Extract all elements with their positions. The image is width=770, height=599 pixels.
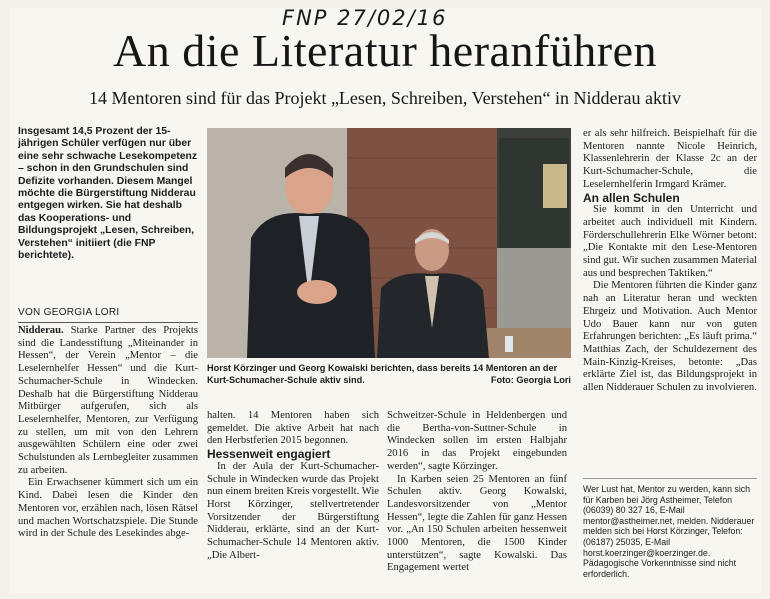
subhead-hessenweit: Hessenweit engagiert: [207, 447, 331, 462]
column-3-paragraph-2: In Karben seien 25 Mentoren an fünf Schulen aktiv. Georg Kowalski, Landesvorsitzender von „Mentor Hessen“, legte die Zahlen für ganz Hessen vor. „An 150 Schulen arbeiten hessenweit 1000 Mentoren, die 1500 Kinder unterstützen“, sagte Kowalski. Das Engagement wertet: [387, 473, 567, 574]
photo-caption: [207, 362, 571, 386]
column-4-paragraph-1: er als sehr hilfreich. Beispielhaft für die Mentoren nannte Nicole Heinrich, Klassenlehrerin der Klasse 2c an der Kurt-Schumacher-Schule, die Leselernhelferin Irmgard Krämer.: [583, 128, 757, 190]
article-column-3: [387, 410, 567, 575]
column-4-paragraph-2: Sie kommt in den Unterricht und arbeitet auch individuell mit Kindern. Förderschullehrerin Elke Wörner betont: „Die Kontakte mit den Lese-Mentoren sind gut. Wir suchen zusammen Material aus und besprechen Taktiken.“: [583, 204, 757, 279]
column-1-text-1: Starke Partner des Projekts sind die Landesstiftung „Miteinander in Hessen“, der Verein „Mentor – die Leselernhelfer Hessen“ und die Kurt-Schumacher-Schule in Windecken. Deshalb hat die Bürgerstiftung Nidderau Mitbürger aufgerufen, sich als Leselernhelfer, Mentoren, zur Verfügung zu stellen, um mit von den Lehrern ausgewählten Schülern eine oder zwei Schulstunden als Lernbegleiter zusammen zu arbeiten.: [18, 325, 198, 476]
dateline: Nidderau.: [18, 325, 64, 336]
subhead-an-allen-schulen: An allen Schulen: [583, 190, 680, 205]
column-1-paragraph-2: Ein Erwachsener kümmert sich um ein Kind. Dabei lesen die Kinder den Mentoren vor, erzählen nach, lösen Rätsel und machen Wortschatzspiele. Die Stunde wird in der Schule des Lesekindes abge-: [18, 477, 198, 540]
article-column-1: [18, 325, 198, 541]
contact-info-box: Wer Lust hat, Mentor zu werden, kann sich für Karben bei Jörg Astheimer, Telefon (06039) 80 327 16, E-Mail mentor@astheimer.net, melden. Nidderauer melden sich bei Horst Körzinger, Telefon: (06187) 25035, E-Mail horst.koerzinger@koerzinger.de. Pädagogische Vorkenntnisse sind nicht erforderlich.: [583, 478, 757, 586]
article-column-2: [207, 410, 379, 562]
byline: VON GEORGIA LORI: [18, 307, 198, 323]
column-2-paragraph-2: In der Aula der Kurt-Schumacher-Schule in Windecken wurde das Projekt nun einem breiten Kreis vorgestellt. Wie Horst Körzinger, stellvertretender Vorsitzender der Bürgerstiftung Nidderau, erklärte, sind an der Kurt-Schumacher-Schule 14 Mentoren aktiv. „Die Albert-: [207, 460, 379, 561]
column-2-paragraph-1: halten. 14 Mentoren haben sich gemeldet. Die aktive Arbeit hat nach den Herbstferien 2015 begonnen.: [207, 410, 379, 447]
caption-text: Horst Körzinger und Georg Kowalski berichten, dass bereits 14 Mentoren an der Kurt-Schumacher-Schule aktiv sind.: [207, 363, 558, 385]
intro-paragraph: Insgesamt 14,5 Prozent der 15-jährigen Schüler verfügen nur über eine sehr schwache Lesekompetenz – schon in den Grundschulen sind Defizite vorhanden. Diesem Mangel möchte die Bürgerstiftung Nidderau entgegen wirken. Sie hat deshalb das Kooperations- und Bildungsprojekt „Lesen, Schreiben, Verstehen“ initiiert (die FNP berichtete).: [18, 126, 198, 262]
photo-credit: Foto: Georgia Lori: [490, 375, 571, 385]
column-4-paragraph-3: Die Mentoren führten die Kinder ganz nah an Literatur heran und weckten Ehrgeiz und Motivation. Auch Mentor Udo Bauer kann nur von guten Erfahrungen berichten: „Es läuft prima.“ Matthias Zach, der Schuldezernent des Main-Kinzig-Kreises, betonte: „Das erklärte Ziel ist, das Bildungsprojekt in allen Nidderauer Schulen zu involvieren.: [583, 280, 757, 394]
article-column-4: [583, 128, 757, 395]
column-1-paragraph-1: [18, 325, 198, 477]
subheadline: 14 Mentoren sind für das Projekt „Lesen, Schreiben, Verstehen“ in Nidderau aktiv: [88, 88, 681, 108]
article-photo: [207, 128, 571, 358]
handwritten-date-note: FNP 27/02/16: [282, 6, 448, 30]
column-3-paragraph-1: Schweitzer-Schule in Heldenbergen und die Bertha-von-Suttner-Schule in Windecken sollen im ersten Halbjahr 2016 in das Projekt eingebunden werden“, sagte Körzinger.: [387, 410, 567, 472]
headline: An die Literatur heranführen: [112, 25, 658, 76]
photo-illustration: [207, 128, 571, 358]
